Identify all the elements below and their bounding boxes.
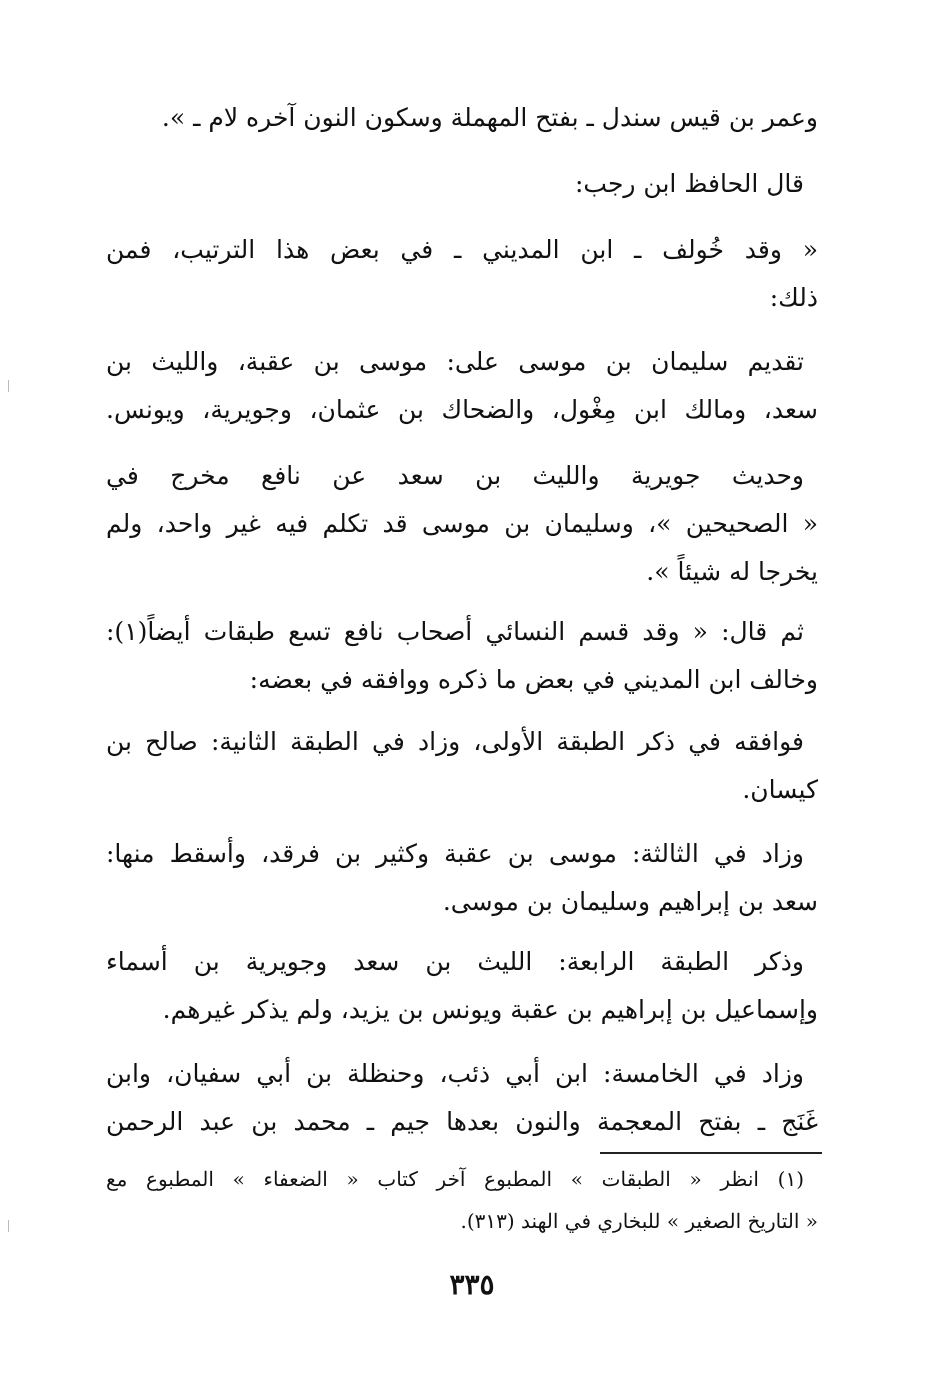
scan-margin-mark [8, 380, 9, 392]
text-line: وحديث جويرية والليث بن سعد عن نافع مخرج في [106, 461, 804, 490]
text-line: غَنَج ـ بفتح المعجمة والنون بعدها جيم ـ محمد بن عبد الرحمن [106, 1107, 818, 1136]
text-line: وإسماعيل بن إبراهيم بن عقبة ويونس بن يزيد، ولم يذكر غيرهم. [162, 995, 818, 1024]
text-line: قال الحافظ ابن رجب: [574, 169, 804, 198]
text-line: « وقد خُولف ـ ابن المديني ـ في بعض هذا الترتيب، فمن [106, 235, 818, 264]
footnote-line: « التاريخ الصغير » للبخاري في الهند (٣١٣). [460, 1209, 818, 1233]
text-line: وزاد في الثالثة: موسى بن عقبة وكثير بن فرقد، وأسقط منها: [106, 839, 804, 868]
footnote-separator [600, 1152, 822, 1154]
text-line: فوافقه في ذكر الطبقة الأولى، وزاد في الطبقة الثانية: صالح بن [106, 727, 804, 756]
text-line: وعمر بن قيس سندل ـ بفتح المهملة وسكون النون آخره لام ـ ». [161, 103, 818, 132]
page-number: ٣٣٥ [449, 1268, 495, 1301]
text-line: ذلك: [769, 283, 818, 312]
text-line: « الصحيحين »، وسليمان بن موسى قد تكلم فيه غير واحد، ولم [106, 509, 818, 538]
text-line: تقديم سليمان بن موسى على: موسى بن عقبة، والليث بن [106, 347, 804, 376]
text-line: وذكر الطبقة الرابعة: الليث بن سعد وجويرية بن أسماء [106, 947, 804, 976]
text-line: سعد، ومالك ابن مِغْول، والضحاك بن عثمان، وجويرية، ويونس. [106, 395, 818, 424]
text-line: كيسان. [742, 775, 818, 804]
text-line: ثم قال: « وقد قسم النسائي أصحاب نافع تسع طبقات أيضاً(١): [106, 617, 804, 646]
text-line: وخالف ابن المديني في بعض ما ذكره ووافقه في بعضه: [249, 665, 818, 694]
scan-margin-mark [8, 1220, 9, 1232]
footnote-line: (١) انظر « الطبقات » المطبوع آخر كتاب « الضعفاء » المطبوع مع [106, 1167, 804, 1191]
text-line: يخرجا له شيئاً ». [646, 557, 818, 586]
text-line: وزاد في الخامسة: ابن أبي ذئب، وحنظلة بن أبي سفيان، وابن [106, 1059, 804, 1088]
text-line: سعد بن إبراهيم وسليمان بن موسى. [442, 887, 818, 916]
